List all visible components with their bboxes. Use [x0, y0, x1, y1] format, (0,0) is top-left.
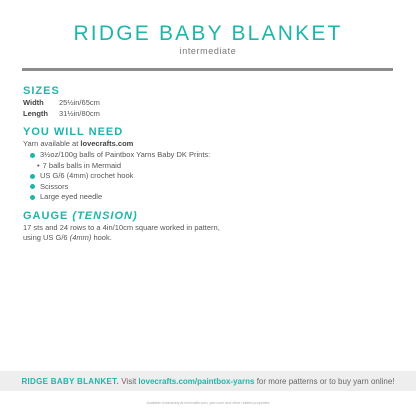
gauge-heading-paren: (TENSION) [72, 209, 138, 222]
list-item [23, 150, 393, 161]
size-value: 25½in/65cm [59, 98, 100, 107]
gauge-section [23, 209, 393, 243]
sizes-section [23, 84, 393, 119]
list-item-text: 7 balls balls in Mermaid [42, 160, 122, 170]
yarn-availability-text: Yarn available at [23, 139, 81, 148]
list-item [23, 192, 393, 203]
footer-text: for more patterns or to buy yarn online! [254, 376, 395, 386]
size-label: Length [23, 108, 48, 118]
gauge-heading [23, 209, 393, 223]
divider [22, 68, 393, 71]
bullet-icon [30, 195, 35, 200]
small-bullet-icon: • [37, 160, 40, 170]
list-item-text: US G/6 (4mm) crochet hook [40, 171, 134, 180]
size-row-length [23, 109, 393, 120]
bullet-icon [30, 153, 35, 158]
gauge-text-part: 17 sts and 24 rows to a 4in/10cm square worked in pattern, using US G/6 [23, 222, 220, 242]
footer-bar [0, 371, 416, 391]
sizes-heading: SIZES [23, 85, 60, 97]
footer-text: Visit [119, 376, 139, 386]
size-row-width [23, 98, 393, 109]
fine-print: Available exclusively at lovecrafts.com, yarn.com and other related properties [146, 401, 270, 405]
list-item-text: Large eyed needle [40, 192, 103, 201]
gauge-text-italic: (4mm) [69, 232, 92, 242]
list-item-text: Scissors [40, 181, 69, 191]
you-will-need-heading: YOU WILL NEED [23, 126, 124, 138]
footer-pattern-name: RIDGE BABY BLANKET. [21, 376, 119, 386]
you-will-need-section [23, 125, 393, 203]
list-item [23, 182, 393, 193]
bullet-icon [30, 174, 35, 179]
gauge-description [23, 223, 238, 243]
yarn-availability [23, 139, 393, 149]
pattern-content [23, 84, 393, 243]
list-item [23, 171, 393, 182]
size-value: 31½in/80cm [59, 108, 100, 118]
gauge-text-part: hook. [91, 232, 112, 242]
materials-list [23, 150, 393, 203]
skill-level: intermediate [179, 46, 237, 56]
size-label: Width [23, 98, 44, 107]
footer-link[interactable]: lovecrafts.com/paintbox-yarns [138, 376, 255, 386]
pattern-title: RIDGE BABY BLANKET [73, 22, 343, 45]
gauge-heading-text: GAUGE [23, 209, 69, 222]
list-item-text: 3½oz/100g balls of Paintbox Yarns Baby DK Prints: [40, 150, 211, 159]
list-sub-item [23, 161, 393, 172]
lovecrafts-link[interactable]: lovecrafts.com [80, 139, 134, 148]
bullet-icon [30, 184, 35, 189]
